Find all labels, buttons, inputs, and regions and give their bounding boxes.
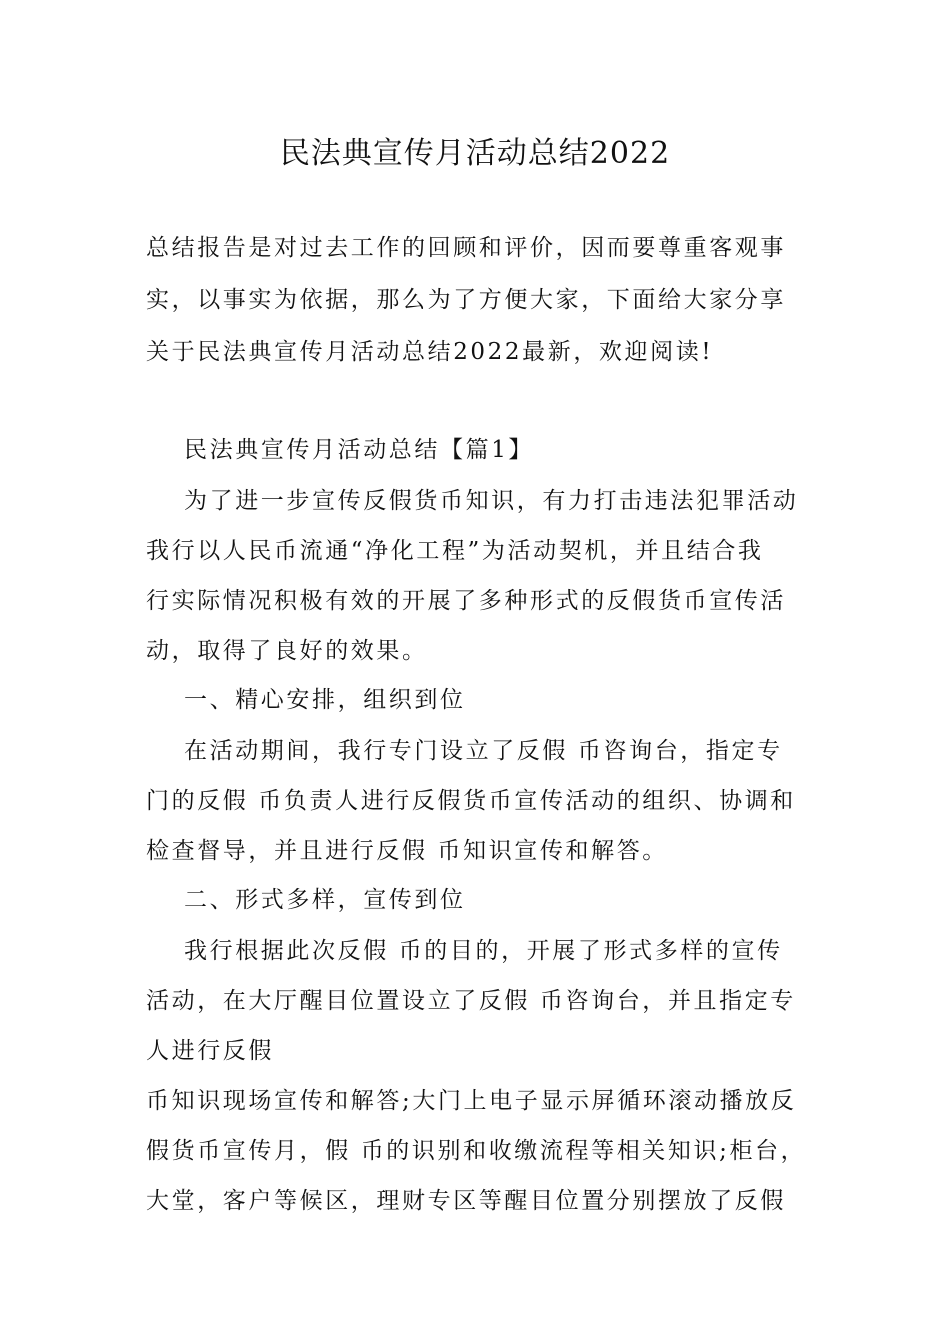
intro-line-3: 关于民法典宣传月活动总结2022最新，欢迎阅读! [146,339,714,365]
paragraph-line: 检查督导，并且进行反假 币知识宣传和解答。 [146,838,668,864]
paragraph-line: 大堂，客户等候区，理财专区等醒目位置分别摆放了反假 [146,1188,786,1214]
paragraph-line: 在活动期间，我行专门设立了反假 币咨询台，指定专 [184,738,783,764]
paragraph-line: 人进行反假 [146,1038,274,1064]
paragraph-line: 门的反假 币负责人进行反假货币宣传活动的组织、协调和 [146,788,796,814]
paragraph-line: 活动，在大厅醒目位置设立了反假 币咨询台，并且指定专 [146,988,796,1014]
subheading-1: 一、精心安排，组织到位 [184,687,466,713]
subheading-2: 二、形式多样，宣传到位 [184,887,466,913]
intro-line-1: 总结报告是对过去工作的回顾和评价，因而要尊重客观事 [146,235,786,261]
intro-line-2: 实，以事实为依据，那么为了方便大家，下面给大家分享 [146,287,786,313]
document-title: 民法典宣传月活动总结2022 [279,136,671,171]
paragraph-line: 为了进一步宣传反假货币知识，有力打击违法犯罪活动 [184,488,799,514]
paragraph-line: 我行根据此次反假 币的目的，开展了形式多样的宣传 [184,938,783,964]
paragraph-line: 假货币宣传月，假 币的识别和收缴流程等相关知识;柜台， [146,1138,807,1164]
paragraph-line: 我行以人民币流通“净化工程”为活动契机，并且结合我 [146,538,764,564]
paragraph-line: 动，取得了良好的效果。 [146,638,428,664]
section-heading: 民法典宣传月活动总结【篇1】 [184,437,535,463]
paragraph-line: 行实际情况积极有效的开展了多种形式的反假货币宣传活 [146,588,786,614]
paragraph-line: 币知识现场宣传和解答;大门上电子显示屏循环滚动播放反 [146,1088,797,1114]
